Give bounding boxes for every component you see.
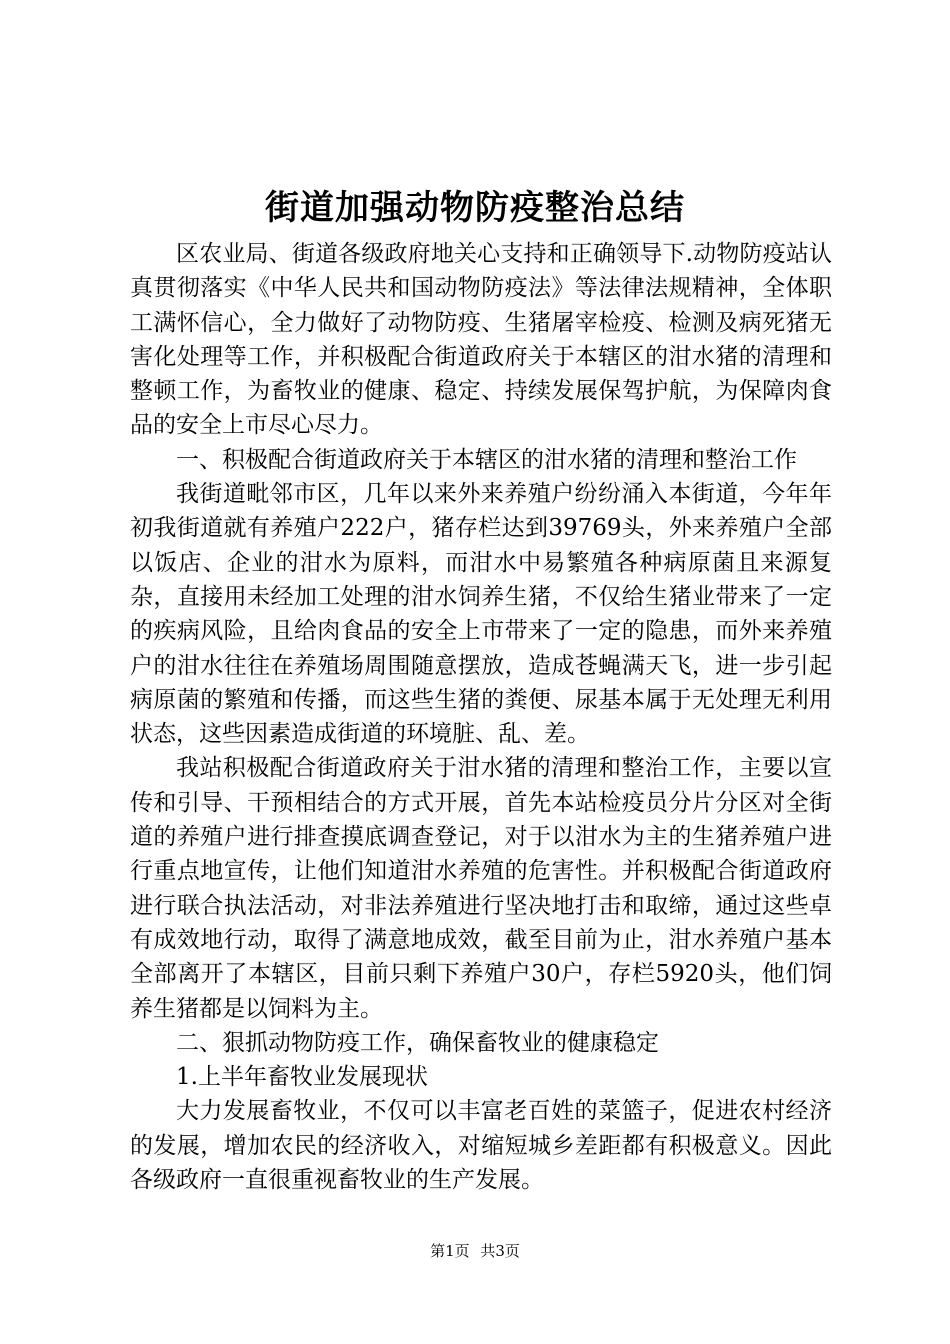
page-total: 共3页 <box>480 1242 520 1260</box>
section-heading-2: 二、狠抓动物防疫工作，确保畜牧业的健康稳定 <box>176 1029 659 1056</box>
page-footer <box>0 1240 950 1261</box>
page-number: 第1页 <box>430 1242 470 1260</box>
subsection-heading-1: 1.上半年畜牧业发展现状 <box>176 1064 428 1091</box>
paragraph-livestock: 大力发展畜牧业，不仅可以丰富老百姓的菜篮子，促进农村经济的发展，增加农民的经济收入，对缩短城乡差距都有积极意义。因此各级政府一直很重视畜牧业的生产发展。 <box>130 1098 832 1194</box>
paragraph-background: 我街道毗邻市区，几年以来外来养殖户纷纷涌入本街道，今年年初我街道就有养殖户222户，猪存栏达到39769头，外来养殖户全部以饭店、企业的泔水为原料，而泔水中易繁殖各种病原菌且来源复杂，直接用未经加工处理的泔水饲养生猪，不仅给生猪业带来了一定的疾病风险，且给肉食品的安全上市带来了一定的隐患，而外来养殖户的泔水往往在养殖场周围随意摆放，造成苍蝇满天飞，进一步引起病原菌的繁殖和传播，而这些生猪的粪便、尿基本属于无处理无利用状态，这些因素造成街道的环境脏、乱、差。 <box>130 481 832 748</box>
paragraph-actions: 我站积极配合街道政府关于泔水猪的清理和整治工作，主要以宣传和引导、干预相结合的方式开展，首先本站检疫员分片分区对全街道的养殖户进行排查摸底调查登记，对于以泔水为主的生猪养殖户进行重点地宣传，让他们知道泔水养殖的危害性。并积极配合街道政府进行联合执法活动，对非法养殖进行坚决地打击和取缔，通过这些卓有成效地行动，取得了满意地成效，截至目前为止，泔水养殖户基本全部离开了本辖区，目前只剩下养殖户30户，存栏5920头，他们饲养生猪都是以饲料为主。 <box>130 755 832 1022</box>
document-title: 街道加强动物防疫整治总结 <box>265 188 685 228</box>
section-heading-1: 一、积极配合街道政府关于本辖区的泔水猪的清理和整治工作 <box>176 446 797 473</box>
paragraph-intro: 区农业局、街道各级政府地关心支持和正确领导下.动物防疫站认真贯彻落实《中华人民共和国动物防疫法》等法律法规精神，全体职工满怀信心，全力做好了动物防疫、生猪屠宰检疫、检测及病死猪无害化处理等工作，并积极配合街道政府关于本辖区的泔水猪的清理和整顿工作，为畜牧业的健康、稳定、持续发展保驾护航，为保障肉食品的安全上市尽心尽力。 <box>130 241 832 439</box>
document-body <box>130 237 832 1197</box>
